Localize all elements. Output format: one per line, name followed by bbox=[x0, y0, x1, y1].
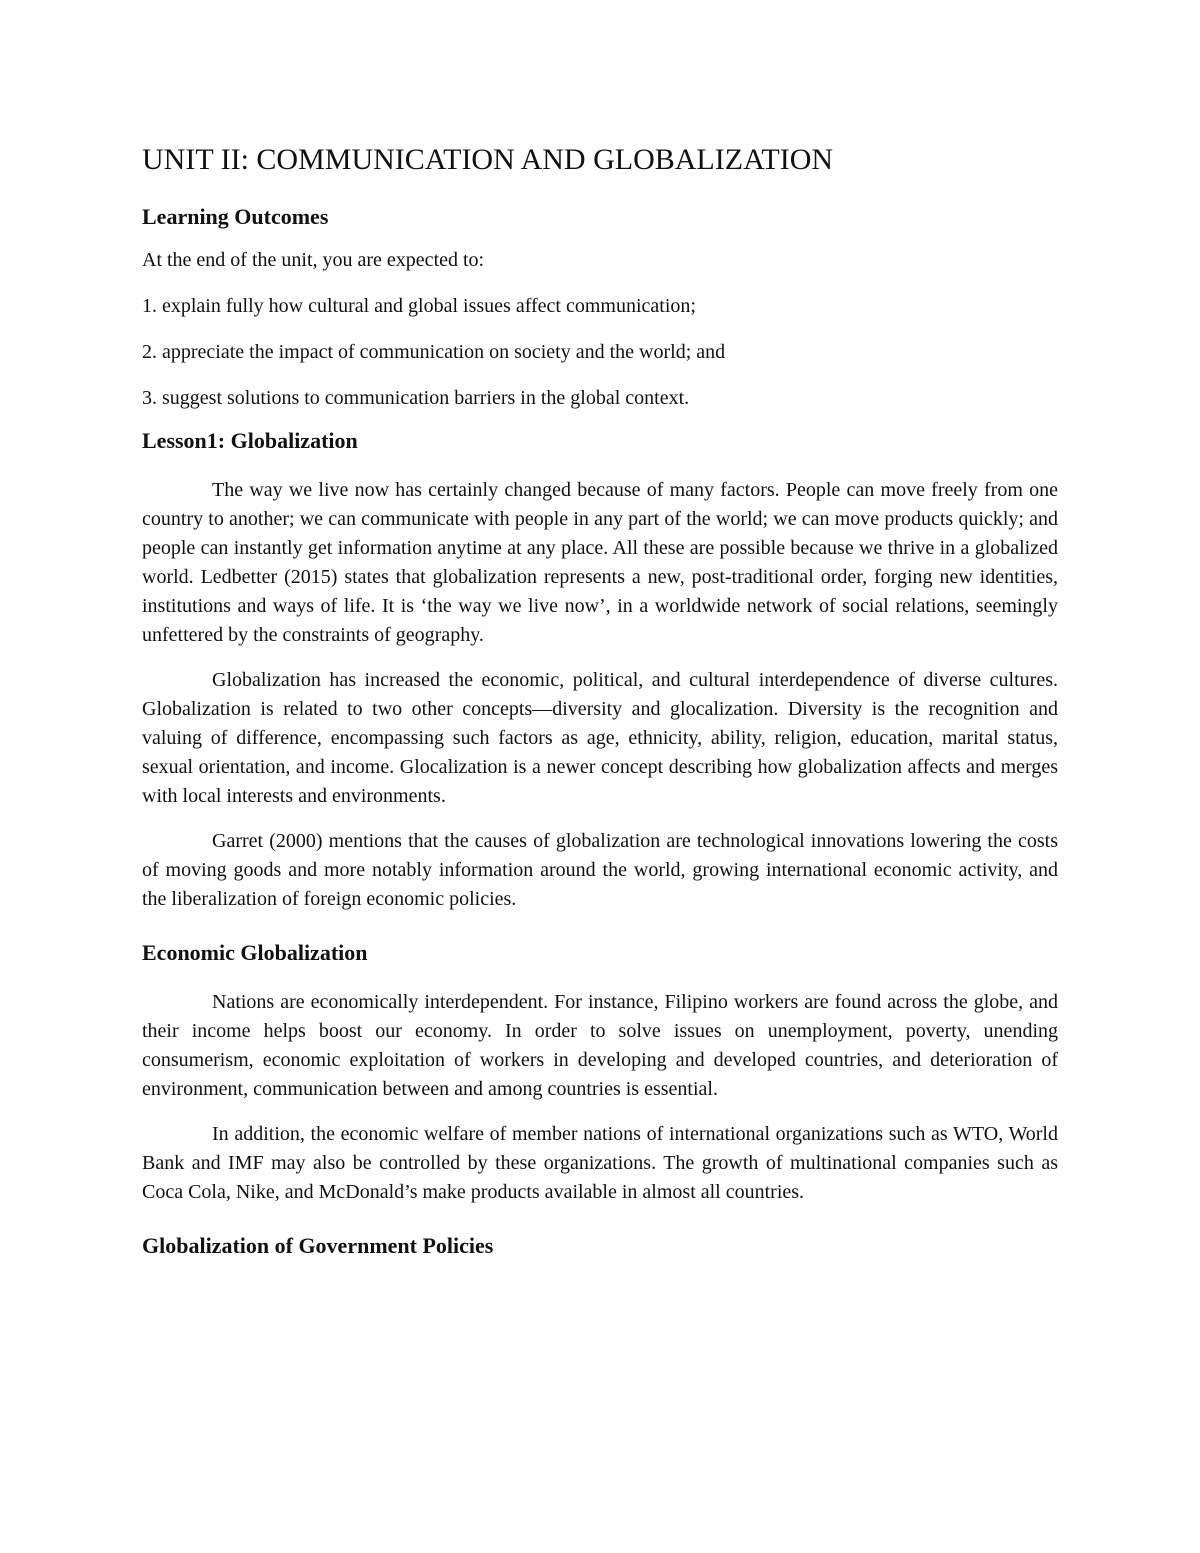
unit-title: UNIT II: COMMUNICATION AND GLOBALIZATION bbox=[142, 143, 834, 176]
learning-outcomes-heading: Learning Outcomes bbox=[142, 204, 329, 229]
government-policies-heading: Globalization of Government Policies bbox=[142, 1233, 494, 1258]
learning-outcomes-intro: At the end of the unit, you are expected to: bbox=[142, 249, 485, 271]
outcome-item-1: 1. explain fully how cultural and global issues affect communication; bbox=[142, 295, 696, 317]
economic-paragraph-2: In addition, the economic welfare of member nations of international organizations such as WTO, World Bank and IMF may also be controlled by these organizations. The growth of multinational companies such as Coca Cola, Nike, and McDonald’s make products available in almost all countries. bbox=[142, 1123, 1058, 1203]
lesson1-paragraph-3: Garret (2000) mentions that the causes of globalization are technological innovations lowering the costs of moving goods and more notably information around the world, growing international economic activity, and the liberalization of foreign economic policies. bbox=[142, 830, 1058, 910]
lesson1-paragraph-1: The way we live now has certainly changed because of many factors. People can move freely from one country to another; we can communicate with people in any part of the world; we can move products quickly; and people can instantly get information anytime at any place. All these are possible because we thrive in a globalized world. Ledbetter (2015) states that globalization represents a new, post-traditional order, forging new identities, institutions and ways of life. It is ‘the way we live now’, in a worldwide network of social relations, seemingly unfettered by the constraints of geography. bbox=[142, 479, 1058, 646]
outcome-item-2: 2. appreciate the impact of communication on society and the world; and bbox=[142, 341, 726, 363]
economic-globalization-heading: Economic Globalization bbox=[142, 940, 368, 965]
economic-paragraph-1: Nations are economically interdependent. For instance, Filipino workers are found across the globe, and their income helps boost our economy. In order to solve issues on unemployment, poverty, unending consumerism, economic exploitation of workers in developing and developed countries, and deterioration of environment, communication between and among countries is essential. bbox=[142, 991, 1058, 1100]
document-page bbox=[142, 140, 1058, 1261]
outcome-item-3: 3. suggest solutions to communication barriers in the global context. bbox=[142, 387, 690, 409]
lesson1-heading: Lesson1: Globalization bbox=[142, 428, 358, 453]
lesson1-paragraph-2: Globalization has increased the economic, political, and cultural interdependence of diverse cultures. Globalization is related to two other concepts—diversity and glocalization. Diversity is the recognition and valuing of difference, encompassing such factors as age, ethnicity, ability, religion, education, marital status, sexual orientation, and income. Glocalization is a newer concept describing how globalization affects and merges with local interests and environments. bbox=[142, 669, 1058, 807]
